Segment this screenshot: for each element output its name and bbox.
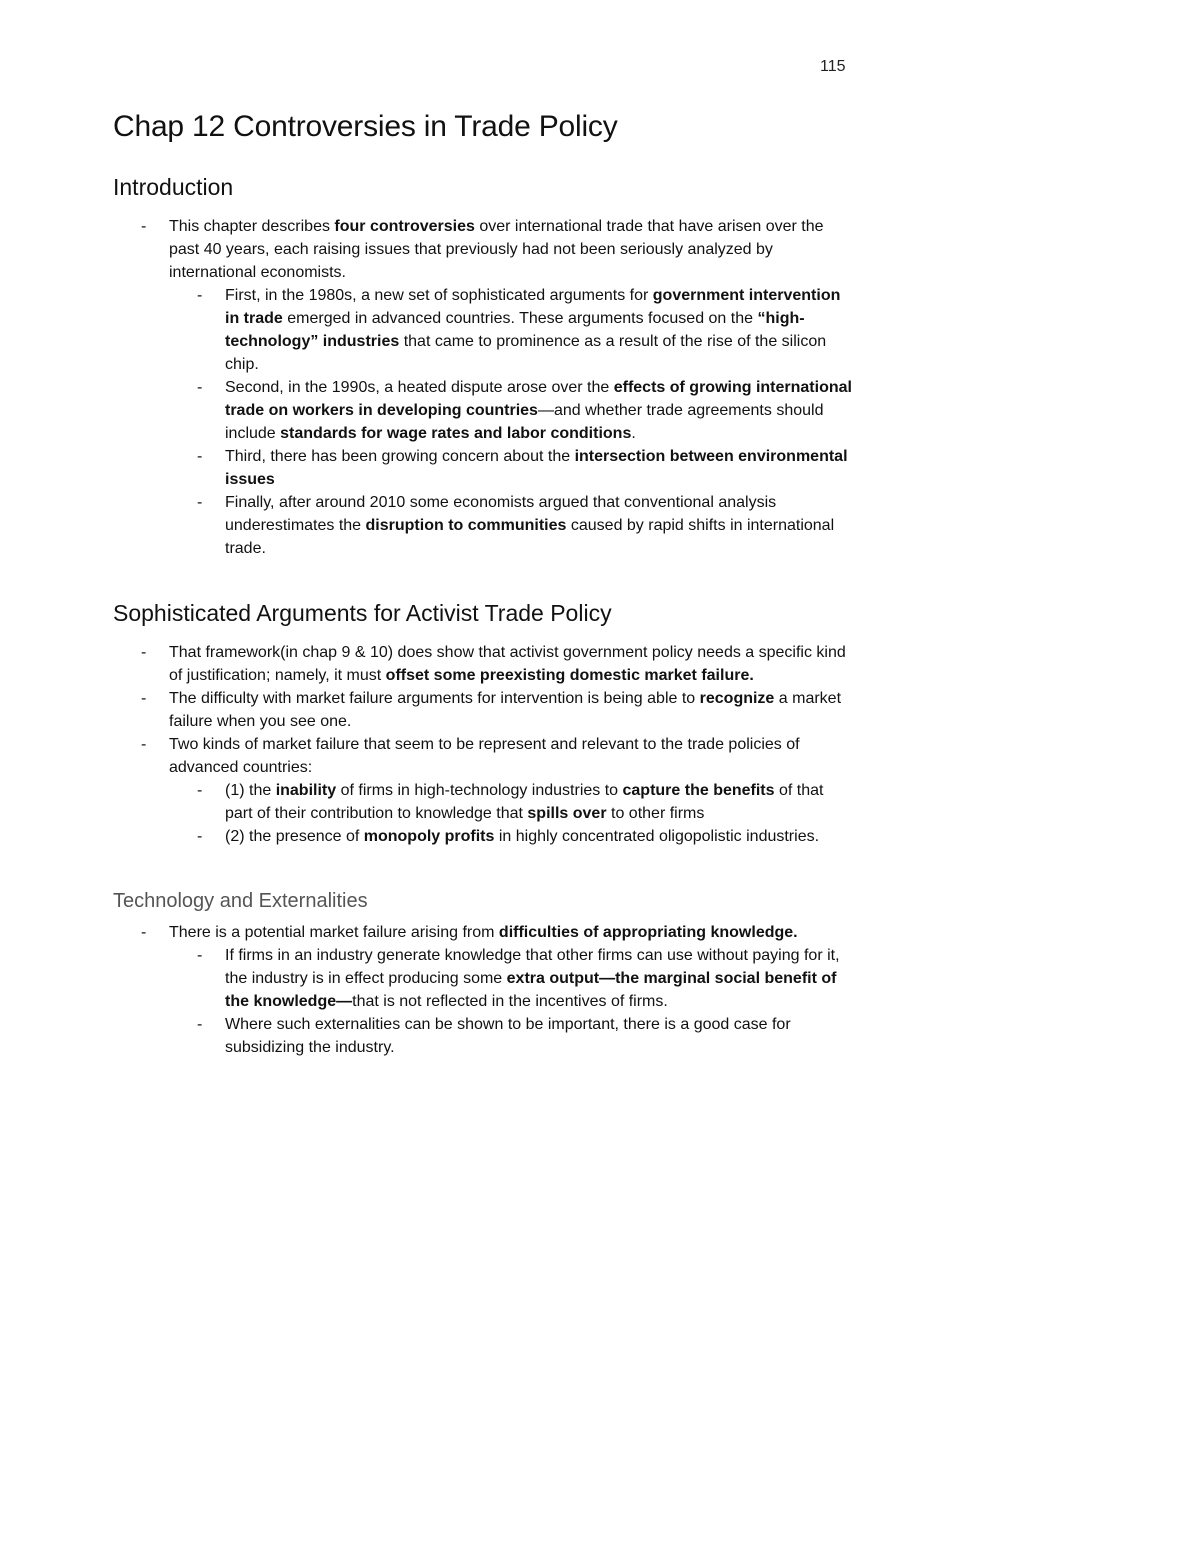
- bold-text: four controversies: [334, 218, 475, 235]
- sophisticated-arguments-list: [113, 641, 853, 848]
- text-run: of that part of their contribution to knowledge that: [225, 782, 824, 822]
- page-number: 115: [820, 58, 846, 75]
- text-run: Second, in the 1990s, a heated dispute arose over the: [225, 379, 614, 396]
- bold-text: disruption to communities: [365, 517, 567, 534]
- text-run: in highly concentrated oligopolistic industries.: [494, 828, 820, 845]
- bold-text: monopoly profits: [363, 828, 495, 845]
- list-item-text: [169, 690, 841, 730]
- text-run: That framework(in chap 9 & 10) does show that activist government policy needs a specific kind of justification; namely, it must: [169, 644, 846, 684]
- bullet-dash: -: [197, 379, 203, 396]
- market-failure-sublist: [169, 779, 853, 848]
- bold-text: standards for wage rates and labor conditions: [280, 425, 632, 442]
- list-item-text: [225, 448, 848, 488]
- bullet-dash: -: [197, 947, 203, 964]
- document-title: Chap 12 Controversies in Trade Policy: [113, 110, 618, 143]
- technology-externalities-list: [113, 921, 853, 1059]
- section-heading-sophisticated-arguments: Sophisticated Arguments for Activist Trade Policy: [113, 600, 612, 626]
- text-run: This chapter describes: [169, 218, 335, 235]
- text-run: to other firms: [606, 805, 705, 822]
- introduction-sublist: [169, 284, 853, 560]
- text-run: that came to prominence as a result of the rise of the silicon chip.: [225, 333, 827, 373]
- text-run: a market failure when you see one.: [169, 690, 842, 730]
- text-run: If firms in an industry generate knowledge that other firms can use without paying for it, the industry is in effect producing some: [225, 947, 840, 987]
- bold-text: intersection between environmental issues: [225, 448, 848, 488]
- list-item: [169, 944, 853, 1013]
- bullet-dash: -: [197, 1016, 203, 1033]
- text-run: caused by rapid shifts in international trade.: [225, 517, 835, 557]
- technology-externalities-sublist: [169, 944, 853, 1059]
- list-item-text: [169, 736, 800, 776]
- text-run: Finally, after around 2010 some economists argued that conventional analysis underestimates the: [225, 494, 777, 534]
- bold-text: inability: [275, 782, 337, 799]
- list-item: [113, 641, 853, 687]
- text-run: There is a potential market failure arising from: [169, 924, 499, 941]
- bold-text: offset some preexisting domestic market failure.: [385, 667, 754, 684]
- text-run: Third, there has been growing concern about the: [225, 448, 575, 465]
- list-item-text: [225, 287, 840, 373]
- bold-text: spills over: [527, 805, 607, 822]
- bullet-dash: -: [197, 287, 203, 304]
- bullet-dash: -: [197, 494, 203, 511]
- text-run: over international trade that have arisen over the past 40 years, each raising issues that previously had not been seriously analyzed by international economists.: [169, 218, 824, 281]
- list-item-text: [225, 494, 834, 557]
- bold-text: recognize: [699, 690, 775, 707]
- list-item: [169, 779, 853, 825]
- bullet-dash: -: [141, 218, 147, 235]
- list-item: [113, 921, 853, 1059]
- list-item-text: [225, 947, 840, 1010]
- bold-text: difficulties of appropriating knowledge.: [498, 924, 798, 941]
- list-item-text: [225, 1016, 791, 1056]
- bullet-dash: -: [197, 782, 203, 799]
- list-item-text: [169, 644, 846, 684]
- text-run: (2) the presence of: [225, 828, 364, 845]
- text-run: that is not reflected in the incentives of firms.: [352, 993, 668, 1010]
- section-heading-introduction: Introduction: [113, 174, 234, 200]
- bold-text: capture the benefits: [622, 782, 775, 799]
- list-item: [169, 491, 853, 560]
- bullet-dash: -: [141, 644, 147, 661]
- text-run: —and whether trade agreements should include: [225, 402, 824, 442]
- bullet-dash: -: [141, 690, 147, 707]
- subsection-heading-technology-externalities: Technology and Externalities: [113, 890, 368, 912]
- list-item-text: [225, 828, 819, 845]
- list-item: [169, 376, 853, 445]
- bullet-dash: -: [141, 924, 147, 941]
- list-item: [169, 445, 853, 491]
- text-run: emerged in advanced countries. These arguments focused on the: [282, 310, 758, 327]
- list-item: [169, 284, 853, 376]
- text-run: First, in the 1980s, a new set of sophisticated arguments for: [225, 287, 653, 304]
- introduction-list: [113, 215, 853, 560]
- text-run: .: [631, 425, 636, 442]
- bold-text: effects of growing international trade on workers in developing countries: [225, 379, 852, 419]
- text-run: The difficulty with market failure arguments for intervention is being able to: [169, 690, 700, 707]
- list-item-text: [169, 218, 824, 281]
- list-item: [113, 733, 853, 848]
- list-item-text: [225, 782, 823, 822]
- list-item-text: [169, 924, 798, 941]
- text-run: (1) the: [225, 782, 276, 799]
- list-item: [169, 825, 853, 848]
- bullet-dash: -: [141, 736, 147, 753]
- document-content: [113, 110, 853, 1059]
- list-item: [113, 687, 853, 733]
- bullet-dash: -: [197, 448, 203, 465]
- list-item: [113, 215, 853, 560]
- text-run: of firms in high-technology industries to: [336, 782, 623, 799]
- list-item: [169, 1013, 853, 1059]
- bold-text: government intervention in trade: [225, 287, 841, 327]
- text-run: Where such externalities can be shown to be important, there is a good case for subsidizing the industry.: [225, 1016, 791, 1056]
- bullet-dash: -: [197, 828, 203, 845]
- bold-text: extra output—the marginal social benefit of the knowledge—: [225, 970, 837, 1010]
- text-run: Two kinds of market failure that seem to be represent and relevant to the trade policies of advanced countries:: [169, 736, 800, 776]
- list-item-text: [225, 379, 852, 442]
- bold-text: “high-technology” industries: [225, 310, 805, 350]
